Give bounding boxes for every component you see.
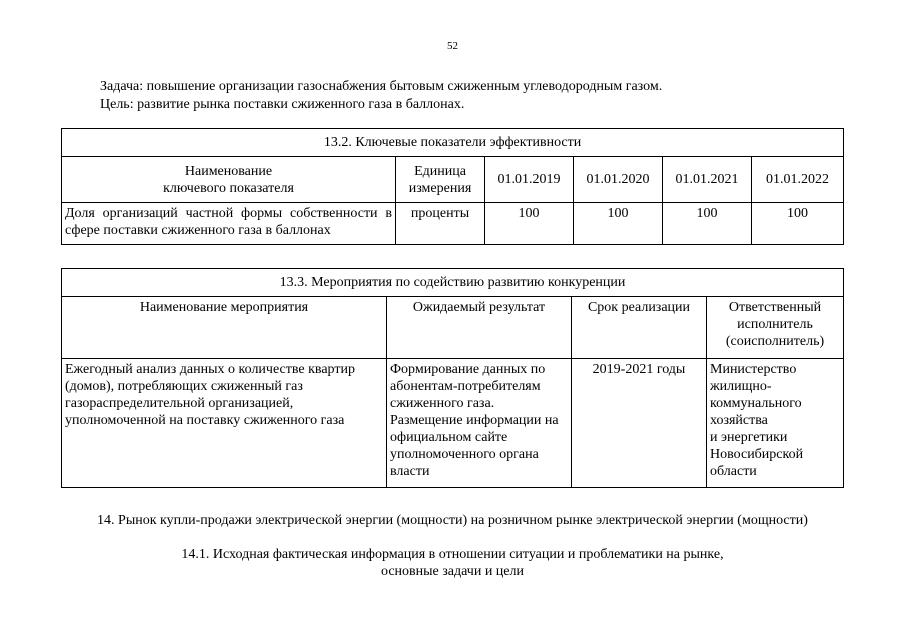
table-row [62, 203, 844, 245]
task-text: Задача: повышение организации газоснабжения бытовым сжиженным углеводородным газом. [100, 79, 663, 94]
kpi-header-date: 01.01.2021 [663, 157, 752, 203]
measure-name: Ежегодный анализ данных о количестве квартир (домов), потребляющих сжиженный газ газораспределительной организацией, уполномоченной на поставку сжиженного газа [62, 359, 387, 488]
kpi-header-date: 01.01.2019 [485, 157, 574, 203]
measures-header-result: Ожидаемый результат [387, 297, 572, 359]
page-number: 52 [447, 40, 458, 52]
kpi-value: 100 [485, 203, 574, 245]
measures-table-title: 13.3. Мероприятия по содействию развитию конкуренции [62, 269, 844, 297]
section-title: 14. Рынок купли-продажи электрической энергии (мощности) на розничном рынке электрической энергии (мощности) [97, 513, 808, 528]
kpi-value: 100 [663, 203, 752, 245]
kpi-value: 100 [752, 203, 844, 245]
kpi-header-date: 01.01.2022 [752, 157, 844, 203]
kpi-table [61, 128, 844, 245]
kpi-header-name: Наименование ключевого показателя [62, 157, 396, 203]
measures-header-responsible: Ответственный исполнитель (соисполнитель) [707, 297, 844, 359]
measure-responsible: Министерство жилищно- коммунального хозяйства и энергетики Новосибирской области [707, 359, 844, 488]
kpi-indicator-name: Доля организаций частной формы собственности в сфере поставки сжиженного газа в баллонах [62, 203, 396, 245]
measures-header-term: Срок реализации [572, 297, 707, 359]
measures-table [61, 268, 844, 488]
goal-text: Цель: развитие рынка поставки сжиженного газа в баллонах. [100, 97, 465, 112]
table-row [62, 359, 844, 488]
kpi-header-unit: Единица измерения [396, 157, 485, 203]
measure-result: Формирование данных по абонентам-потребителям сжиженного газа. Размещение информации на официальном сайте уполномоченного органа власти [387, 359, 572, 488]
kpi-table-title: 13.2. Ключевые показатели эффективности [62, 129, 844, 157]
subsection-title: 14.1. Исходная фактическая информация в отношении ситуации и проблематики на рынке, основные задачи и цели [181, 547, 724, 579]
measures-header-name: Наименование мероприятия [62, 297, 387, 359]
kpi-unit: проценты [396, 203, 485, 245]
kpi-header-date: 01.01.2020 [574, 157, 663, 203]
intro [100, 78, 820, 114]
kpi-value: 100 [574, 203, 663, 245]
measure-term: 2019-2021 годы [572, 359, 707, 488]
